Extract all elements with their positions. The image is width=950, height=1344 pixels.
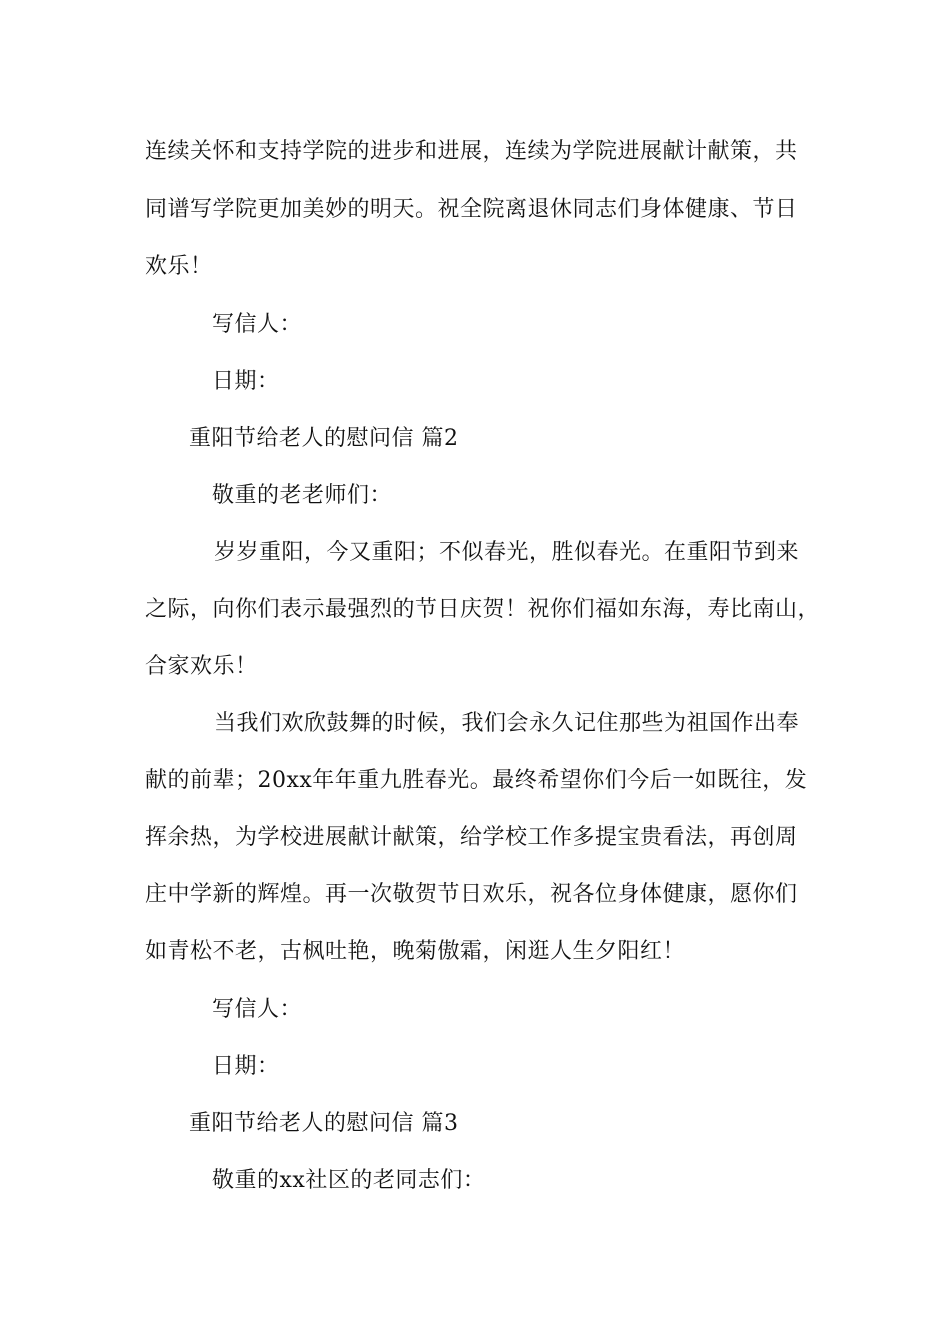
date-label: 日期：: [212, 369, 280, 394]
paragraph-line: 同谱写学院更加美妙的明天。祝全院离退休同志们身体健康、节日: [145, 197, 798, 222]
paragraph-line: 欢乐！: [145, 254, 213, 279]
paragraph-line: 岁岁重阳，今又重阳；不似春光，胜似春光。在重阳节到来: [214, 540, 800, 565]
paragraph-line: 如青松不老，古枫吐艳，晚菊傲霜，闲逛人生夕阳红！: [145, 939, 686, 964]
signature-label: 写信人：: [212, 312, 303, 337]
salutation: 敬重的老老师们：: [212, 483, 393, 508]
paragraph-line: 连续关怀和支持学院的进步和进展，连续为学院进展献计献策，共: [145, 139, 798, 164]
paragraph-line: 挥余热，为学校进展献计献策，给学校工作多提宝贵看法，再创周: [145, 825, 798, 850]
section-title: 重阳节给老人的慰问信 篇2: [189, 426, 459, 451]
signature-label: 写信人：: [212, 997, 303, 1022]
paragraph-line: 之际，向你们表示最强烈的节日庆贺！祝你们福如东海，寿比南山，: [145, 597, 821, 622]
section-title: 重阳节给老人的慰问信 篇3: [189, 1111, 459, 1136]
paragraph-line: 献的前辈；20xx年年重九胜春光。最终希望你们今后一如既往，发: [145, 768, 808, 793]
date-label: 日期：: [212, 1054, 280, 1079]
paragraph-line: 庄中学新的辉煌。再一次敬贺节日欢乐，祝各位身体健康，愿你们: [145, 882, 798, 907]
paragraph-line: 合家欢乐！: [145, 654, 258, 679]
paragraph-line: 当我们欢欣鼓舞的时候，我们会永久记住那些为祖国作出奉: [214, 711, 800, 736]
salutation: 敬重的xx社区的老同志们：: [212, 1168, 486, 1193]
